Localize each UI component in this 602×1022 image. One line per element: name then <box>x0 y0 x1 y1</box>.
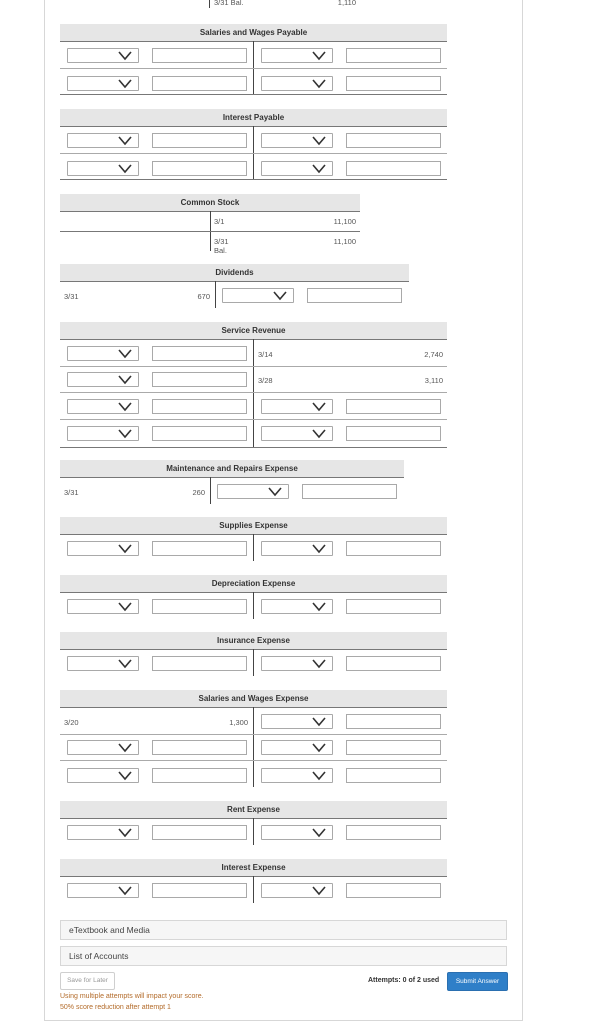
chevron-down-icon <box>312 742 326 753</box>
attempts-counter: Attempts: 0 of 2 used <box>368 977 440 984</box>
credit-account-select[interactable] <box>261 541 333 556</box>
chevron-down-icon <box>118 428 132 439</box>
credit-amount-input[interactable] <box>346 426 441 441</box>
chevron-down-icon <box>118 543 132 554</box>
credit-account-select[interactable] <box>222 288 294 303</box>
row-line <box>60 179 447 180</box>
t-divider <box>209 0 210 8</box>
debit-label: 3/31 <box>64 488 79 497</box>
t-divider <box>215 281 216 308</box>
credit-account-select[interactable] <box>261 825 333 840</box>
chevron-down-icon <box>118 50 132 61</box>
chevron-down-icon <box>273 290 287 301</box>
credit-account-select[interactable] <box>261 768 333 783</box>
chevron-down-icon <box>312 163 326 174</box>
account-title: Insurance Expense <box>60 632 447 649</box>
debit-value: 260 <box>192 488 205 497</box>
t-divider <box>253 707 254 787</box>
debit-amount-input[interactable] <box>152 883 247 898</box>
submit-answer-button[interactable]: Submit Answer <box>447 972 508 991</box>
debit-amount-input[interactable] <box>152 372 247 387</box>
debit-account-select[interactable] <box>67 541 139 556</box>
credit-label: 3/14 <box>258 350 273 359</box>
account-title: Interest Expense <box>60 859 447 876</box>
debit-account-select[interactable] <box>67 161 139 176</box>
row-line <box>60 734 447 735</box>
account-title: Common Stock <box>60 194 360 211</box>
credit-amount-input[interactable] <box>346 133 441 148</box>
debit-amount-input[interactable] <box>152 541 247 556</box>
debit-amount-input[interactable] <box>152 76 247 91</box>
row-line <box>60 153 447 154</box>
credit-amount-input[interactable] <box>346 76 441 91</box>
credit-amount-input[interactable] <box>346 161 441 176</box>
debit-account-select[interactable] <box>67 656 139 671</box>
chevron-down-icon <box>118 135 132 146</box>
account-title: Rent Expense <box>60 801 447 818</box>
row-line <box>60 392 447 393</box>
chevron-down-icon <box>312 658 326 669</box>
t-divider <box>253 339 254 447</box>
debit-value: 1,300 <box>229 718 248 727</box>
debit-amount-input[interactable] <box>152 426 247 441</box>
chevron-down-icon <box>312 543 326 554</box>
chevron-down-icon <box>118 348 132 359</box>
debit-amount-input[interactable] <box>152 161 247 176</box>
chevron-down-icon <box>312 716 326 727</box>
credit-amount-input[interactable] <box>346 399 441 414</box>
row-line <box>60 419 447 420</box>
credit-account-select[interactable] <box>261 76 333 91</box>
chevron-down-icon <box>118 770 132 781</box>
chevron-down-icon <box>118 601 132 612</box>
debit-account-select[interactable] <box>67 372 139 387</box>
credit-amount-input[interactable] <box>346 541 441 556</box>
credit-account-select[interactable] <box>261 399 333 414</box>
t-divider <box>253 649 254 676</box>
list-of-accounts-panel[interactable]: List of Accounts <box>60 946 507 966</box>
credit-account-select[interactable] <box>261 426 333 441</box>
account-title: Supplies Expense <box>60 517 447 534</box>
account-title: Dividends <box>60 264 409 281</box>
chevron-down-icon <box>118 827 132 838</box>
debit-amount-input[interactable] <box>152 133 247 148</box>
credit-account-select[interactable] <box>261 161 333 176</box>
credit-account-select[interactable] <box>261 599 333 614</box>
credit-value: 2,740 <box>424 350 443 359</box>
credit-value: 3,110 <box>424 376 443 385</box>
chevron-down-icon <box>118 374 132 385</box>
chevron-down-icon <box>118 401 132 412</box>
t-divider <box>210 477 211 504</box>
chevron-down-icon <box>312 401 326 412</box>
account-title: Service Revenue <box>60 322 447 339</box>
attempts-warning: Using multiple attempts will impact your score. <box>60 993 204 1000</box>
credit-account-select[interactable] <box>261 714 333 729</box>
account-title: Depreciation Expense <box>60 575 447 592</box>
credit-account-select[interactable] <box>261 133 333 148</box>
score-reduction-note: 50% score reduction after attempt 1 <box>60 1004 171 1011</box>
debit-account-select[interactable] <box>67 599 139 614</box>
account-title: Salaries and Wages Expense <box>60 690 447 707</box>
credit-label: 3/1 <box>214 217 225 226</box>
credit-amount-input[interactable] <box>302 484 397 499</box>
credit-label: 3/28 <box>258 376 273 385</box>
debit-account-select[interactable] <box>67 740 139 755</box>
credit-amount-input[interactable] <box>346 740 441 755</box>
debit-amount-input[interactable] <box>152 48 247 63</box>
credit-account-select[interactable] <box>261 883 333 898</box>
chevron-down-icon <box>312 601 326 612</box>
row-line <box>60 447 447 448</box>
chevron-down-icon <box>312 428 326 439</box>
credit-account-select[interactable] <box>217 484 289 499</box>
debit-label: 3/20 <box>64 718 79 727</box>
credit-amount-input[interactable] <box>346 825 441 840</box>
debit-label: 3/31 <box>64 292 79 301</box>
account-title: Interest Payable <box>60 109 447 126</box>
chevron-down-icon <box>268 486 282 497</box>
chevron-down-icon <box>118 658 132 669</box>
debit-value: 670 <box>197 292 210 301</box>
chevron-down-icon <box>312 50 326 61</box>
credit-amount-input[interactable] <box>346 599 441 614</box>
top-balance-label: 3/31 Bal. <box>214 0 244 7</box>
save-for-later-button[interactable]: Save for Later <box>60 972 115 990</box>
t-divider <box>253 592 254 619</box>
debit-account-select[interactable] <box>67 426 139 441</box>
credit-amount-input[interactable] <box>346 48 441 63</box>
chevron-down-icon <box>312 135 326 146</box>
row-line <box>60 68 447 69</box>
chevron-down-icon <box>118 742 132 753</box>
debit-amount-input[interactable] <box>152 768 247 783</box>
credit-account-select[interactable] <box>261 656 333 671</box>
chevron-down-icon <box>118 78 132 89</box>
credit-account-select[interactable] <box>261 740 333 755</box>
credit-balance-value: 11,100 <box>333 237 356 246</box>
chevron-down-icon <box>118 885 132 896</box>
chevron-down-icon <box>312 827 326 838</box>
credit-amount-input[interactable] <box>307 288 402 303</box>
etextbook-media-panel[interactable]: eTextbook and Media <box>60 920 507 940</box>
debit-amount-input[interactable] <box>152 399 247 414</box>
credit-balance-label: 3/31 Bal. <box>214 237 229 255</box>
debit-amount-input[interactable] <box>152 740 247 755</box>
debit-account-select[interactable] <box>67 346 139 361</box>
chevron-down-icon <box>118 163 132 174</box>
credit-account-select[interactable] <box>261 48 333 63</box>
debit-account-select[interactable] <box>67 768 139 783</box>
account-title: Salaries and Wages Payable <box>60 24 447 41</box>
row-line <box>60 94 447 95</box>
debit-amount-input[interactable] <box>152 346 247 361</box>
credit-value: 11,100 <box>333 217 356 226</box>
t-top-line <box>60 477 404 478</box>
debit-account-select[interactable] <box>67 133 139 148</box>
debit-amount-input[interactable] <box>152 825 247 840</box>
credit-amount-input[interactable] <box>346 883 441 898</box>
debit-account-select[interactable] <box>67 48 139 63</box>
t-divider <box>253 818 254 845</box>
debit-account-select[interactable] <box>67 883 139 898</box>
row-line <box>60 366 447 367</box>
account-title: Maintenance and Repairs Expense <box>60 460 404 477</box>
t-top-line <box>60 281 409 282</box>
chevron-down-icon <box>312 78 326 89</box>
debit-account-select[interactable] <box>67 76 139 91</box>
t-divider <box>253 534 254 561</box>
row-line <box>60 231 360 232</box>
debit-account-select[interactable] <box>67 825 139 840</box>
debit-amount-input[interactable] <box>152 599 247 614</box>
debit-amount-input[interactable] <box>152 656 247 671</box>
debit-account-select[interactable] <box>67 399 139 414</box>
top-balance-value: 1,110 <box>337 0 356 7</box>
t-divider <box>253 876 254 903</box>
credit-amount-input[interactable] <box>346 714 441 729</box>
chevron-down-icon <box>312 770 326 781</box>
row-line <box>60 760 447 761</box>
credit-amount-input[interactable] <box>346 656 441 671</box>
chevron-down-icon <box>312 885 326 896</box>
credit-amount-input[interactable] <box>346 768 441 783</box>
